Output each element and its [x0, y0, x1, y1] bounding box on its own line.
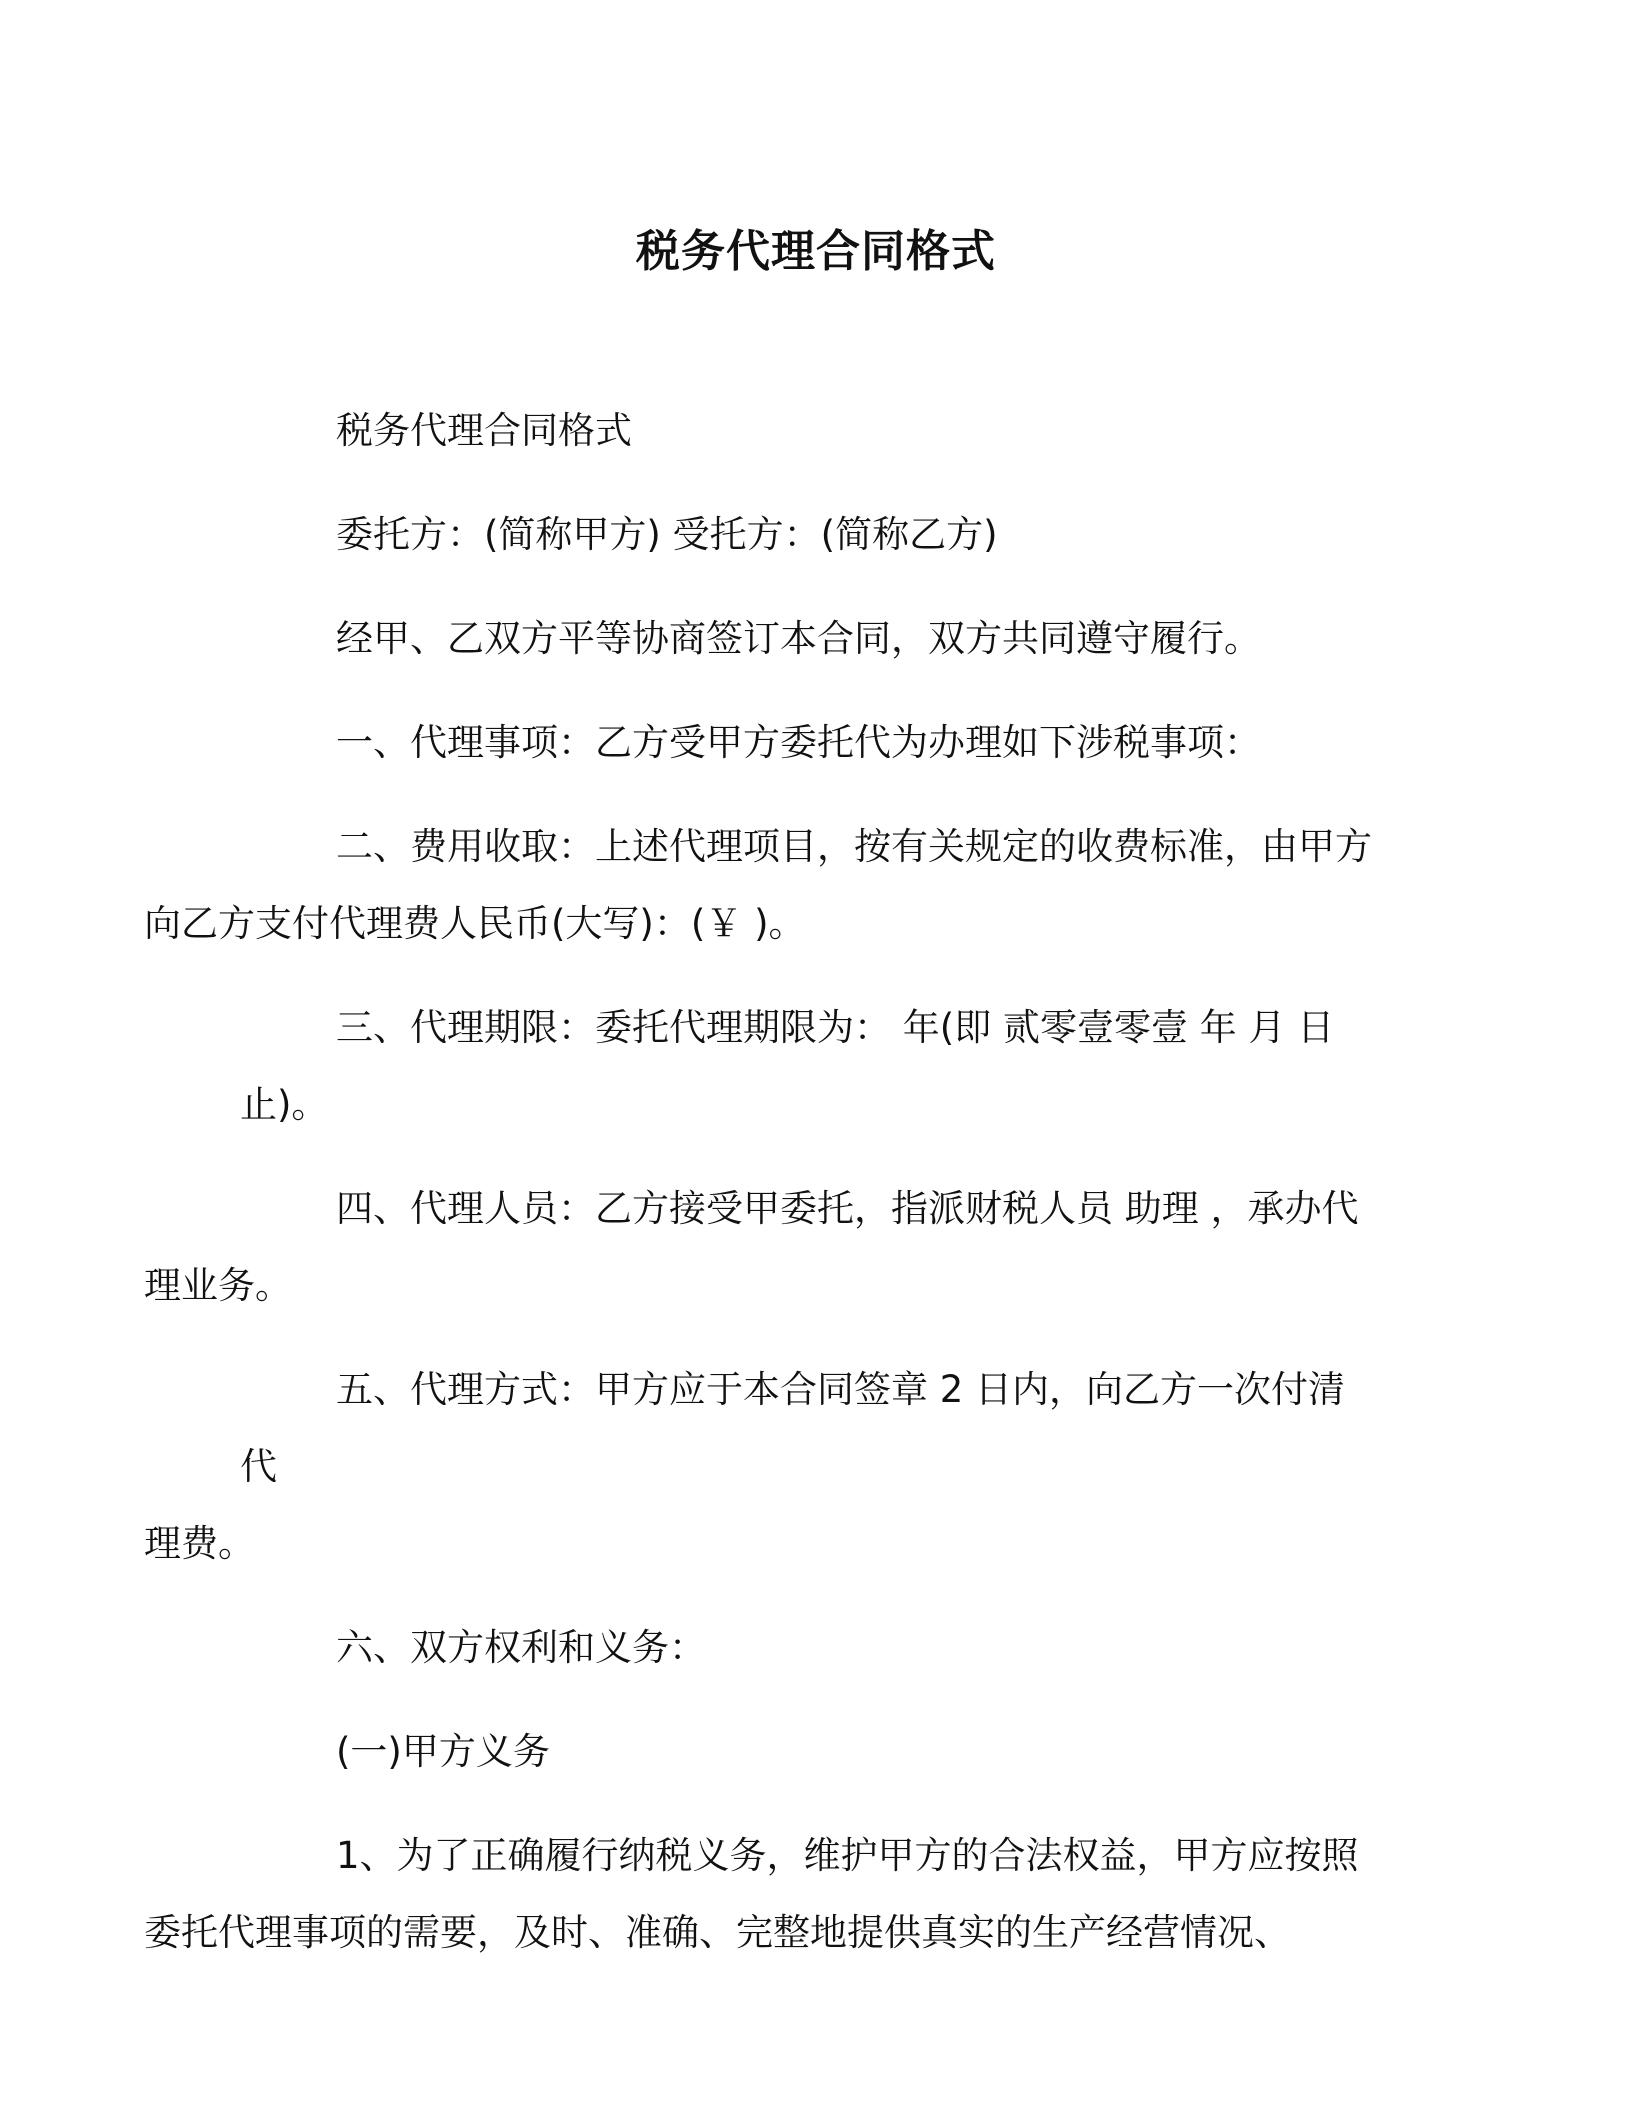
paragraph-parties [240, 496, 1375, 573]
paragraph-line: 委托代理事项的需要，及时、准确、完整地提供真实的生产经营情况、 [144, 1911, 1291, 1954]
paragraph-line: 理费。 [144, 1522, 255, 1565]
paragraph-clause-1 [240, 704, 1375, 781]
paragraph-line: 委托方：(简称甲方) 受托方：(简称乙方) [336, 513, 998, 556]
paragraph-clause-2 [144, 808, 1375, 962]
paragraph-clause-5 [144, 1351, 1375, 1582]
paragraph-subtitle [240, 392, 1375, 469]
paragraph-line: 经甲、乙双方平等协商签订本合同，双方共同遵守履行。 [336, 617, 1261, 660]
paragraph-item-1 [144, 1817, 1375, 1971]
paragraph-line: 1、为了正确履行纳税义务，维护甲方的合法权益，甲方应按照 [336, 1834, 1359, 1877]
paragraph-line: 六、双方权利和义务： [336, 1626, 706, 1669]
paragraph-line: 四、代理人员：乙方接受甲委托，指派财税人员 助理 ，承办代 [336, 1187, 1359, 1230]
paragraph-clause-3 [240, 989, 1375, 1143]
paragraph-clause-4 [144, 1170, 1375, 1324]
paragraph-line: (一)甲方义务 [336, 1730, 550, 1773]
paragraph-subsection-a [240, 1713, 1375, 1790]
paragraph-clause-6 [240, 1609, 1375, 1686]
paragraph-line: 三、代理期限：委托代理期限为： 年(即 贰零壹零壹 年 月 日止)。 [240, 1006, 1335, 1126]
document-body [144, 392, 1375, 1998]
paragraph-line: 理业务。 [144, 1264, 292, 1307]
paragraph-line: 税务代理合同格式 [336, 409, 632, 452]
paragraph-agreement [240, 600, 1375, 677]
paragraph-line: 五、代理方式：甲方应于本合同签章 2 日内，向乙方一次付清代 [240, 1368, 1346, 1488]
paragraph-line: 一、代理事项：乙方受甲方委托代为办理如下涉税事项： [336, 721, 1261, 764]
paragraph-line: 向乙方支付代理费人民币(大写)：(￥ )。 [144, 902, 806, 945]
page-title: 税务代理合同格式 [636, 226, 996, 277]
paragraph-line: 二、费用收取：上述代理项目，按有关规定的收费标准，由甲方 [336, 825, 1372, 868]
